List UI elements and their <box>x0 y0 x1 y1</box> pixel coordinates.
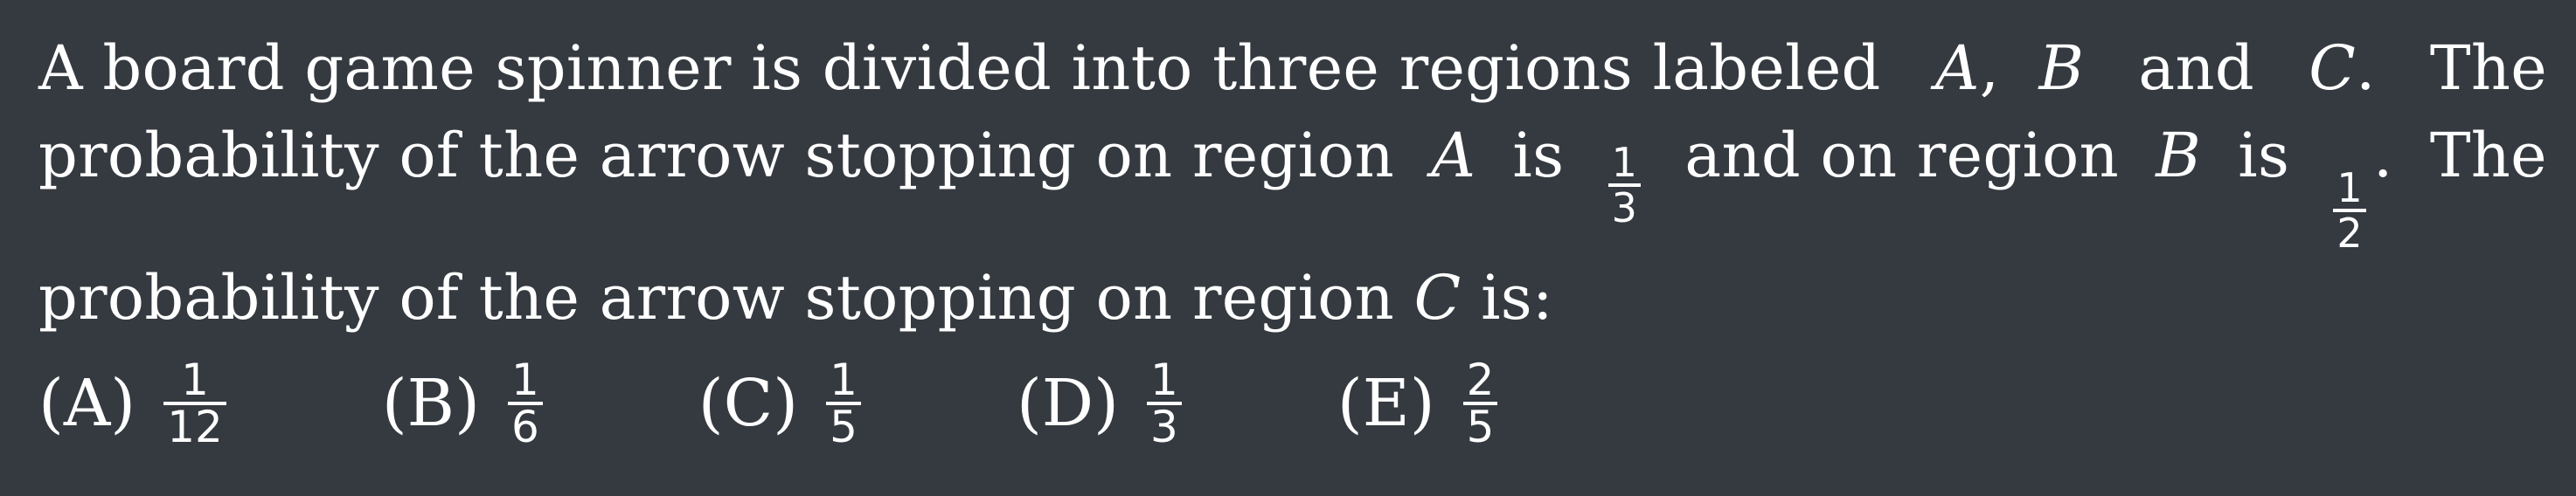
is-word: is <box>1512 120 1565 191</box>
choice-label: (D) <box>1016 366 1120 441</box>
is-word: is <box>2238 120 2290 191</box>
fraction-numerator: 1 <box>830 355 858 405</box>
var-c: C <box>1413 261 1462 334</box>
line1-vars <box>1935 24 2084 112</box>
comma: , <box>1979 32 2000 104</box>
line2-text: probability of the arrow stopping on region <box>38 120 1395 191</box>
choice-fraction <box>508 355 543 452</box>
fraction-b-group <box>2326 112 2393 257</box>
line1-text: A board game spinner is divided into three regions labeled <box>38 32 1881 104</box>
fraction-numerator: 2 <box>1466 355 1495 405</box>
var-c: C <box>2309 32 2357 104</box>
fraction-denominator: 5 <box>1463 402 1498 449</box>
choice-c[interactable] <box>698 355 868 452</box>
line3-end: is: <box>1481 261 1553 334</box>
fraction-denominator: 3 <box>1608 183 1642 229</box>
period: . <box>2356 32 2376 104</box>
choice-label: (E) <box>1337 366 1435 441</box>
var-a: A <box>1431 120 1476 191</box>
line3-text: probability of the arrow stopping on region <box>38 261 1395 334</box>
fraction-denominator: 3 <box>1147 402 1182 449</box>
var-b: B <box>2156 120 2201 191</box>
fraction-denominator: 5 <box>826 402 861 449</box>
fraction-numerator: 1 <box>510 355 539 405</box>
and-word: and <box>2138 32 2254 104</box>
choice-fraction <box>1147 355 1182 452</box>
choice-b[interactable] <box>381 355 550 452</box>
fraction-denominator: 2 <box>2333 209 2366 254</box>
the-word: The <box>2429 32 2547 104</box>
line2-mid: and on region <box>1684 120 2119 191</box>
problem-line-3 <box>38 254 2547 341</box>
choice-fraction <box>1463 355 1498 452</box>
choice-label: (C) <box>698 366 799 441</box>
choice-e[interactable] <box>1337 355 1505 452</box>
problem-line-1 <box>38 24 2547 112</box>
var-b: B <box>2038 32 2085 104</box>
period: . <box>2373 120 2393 191</box>
fraction-numerator: 1 <box>1150 355 1178 405</box>
choice-a[interactable] <box>38 355 233 452</box>
fraction-a <box>1608 141 1642 229</box>
fraction-numerator: 1 <box>2336 163 2363 211</box>
fraction-numerator: 1 <box>1611 139 1638 186</box>
the-word: The <box>2429 120 2547 191</box>
choice-label: (B) <box>381 366 480 441</box>
fraction-b <box>2333 163 2366 257</box>
choice-label: (A) <box>38 366 136 441</box>
var-a: A <box>1934 32 1980 104</box>
fraction-numerator: 1 <box>181 355 209 405</box>
choice-fraction <box>826 355 861 452</box>
choice-d[interactable] <box>1016 355 1189 452</box>
answer-choices <box>38 355 1653 452</box>
fraction-denominator: 12 <box>163 402 226 449</box>
line1-var-c <box>2309 24 2375 112</box>
problem-line-2 <box>38 112 2547 257</box>
fraction-denominator: 6 <box>508 402 543 449</box>
problem-statement <box>38 24 2547 341</box>
choice-fraction <box>163 355 226 452</box>
